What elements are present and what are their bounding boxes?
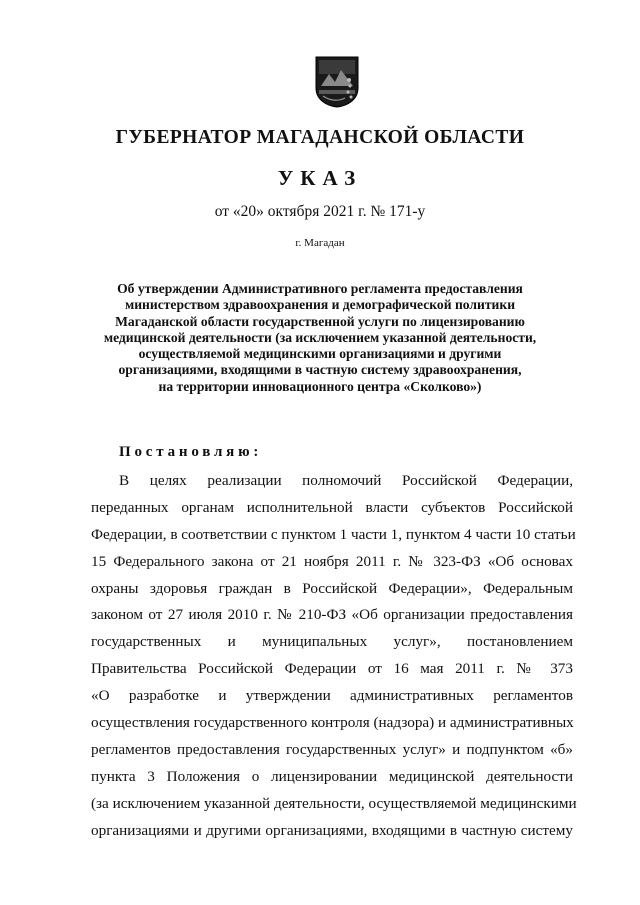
subject-line: медицинской деятельности (за исключением указанной деятельности, <box>103 329 537 345</box>
body-line: Правительства Российской Федерации от 16 мая 2011 г. № 373 <box>91 660 573 678</box>
decree-word: Постановляю: <box>119 444 263 460</box>
subject-line: на территории инновационного центра «Сколково») <box>158 378 482 394</box>
document-type-title: УКАЗ <box>277 166 363 190</box>
subject-line: организациями, входящими в частную систему здравоохранения, <box>118 362 522 378</box>
body-line: переданных органам исполнительной власти субъектов Российской <box>91 498 573 516</box>
body-line: осуществления государственного контроля (надзора) и административных <box>91 714 574 732</box>
subject-line: Магаданской области государственной услуги по лицензированию <box>115 313 525 329</box>
emblem-graphic <box>315 56 359 108</box>
org-title: ГУБЕРНАТОР МАГАДАНСКОЙ ОБЛАСТИ <box>115 127 525 148</box>
document-subject <box>70 281 570 395</box>
body-line: государственных и муниципальных услуг», постановлением <box>91 633 573 651</box>
body-paragraph <box>91 468 577 844</box>
body-line: «О разработке и утверждении административных регламентов <box>91 687 573 705</box>
body-line: 15 Федерального закона от 21 ноября 2011 г. № 323-ФЗ «Об основах <box>91 552 573 570</box>
body-line: регламентов предоставления государственных услуг» и подпунктом «б» <box>91 740 573 758</box>
coat-of-arms-icon <box>315 56 359 108</box>
body-line: охраны здоровья граждан в Российской Федерации», Федеральным <box>91 579 573 597</box>
body-line: организациями и другими организациями, входящими в частную систему <box>91 821 573 839</box>
body-line: законом от 27 июля 2010 г. № 210-ФЗ «Об организации предоставления <box>91 606 573 624</box>
document-city: г. Магадан <box>295 237 345 249</box>
body-line: В целях реализации полномочий Российской Федерации, <box>119 472 573 489</box>
body-line: (за исключением указанной деятельности, осуществляемой медицинскими <box>91 794 577 812</box>
document-date-number: от «20» октября 2021 г. № 171-у <box>214 203 426 220</box>
body-line: пункта 3 Положения о лицензировании медицинской деятельности <box>91 767 573 785</box>
subject-line: министерством здравоохранения и демографической политики <box>124 297 516 313</box>
subject-line: осуществляемой медицинскими организациями и другими <box>138 346 502 362</box>
body-line: Федерации, в соответствии с пунктом 1 части 1, пунктом 4 части 10 статьи <box>91 525 576 543</box>
subject-line: Об утверждении Административного регламента предоставления <box>117 281 523 296</box>
